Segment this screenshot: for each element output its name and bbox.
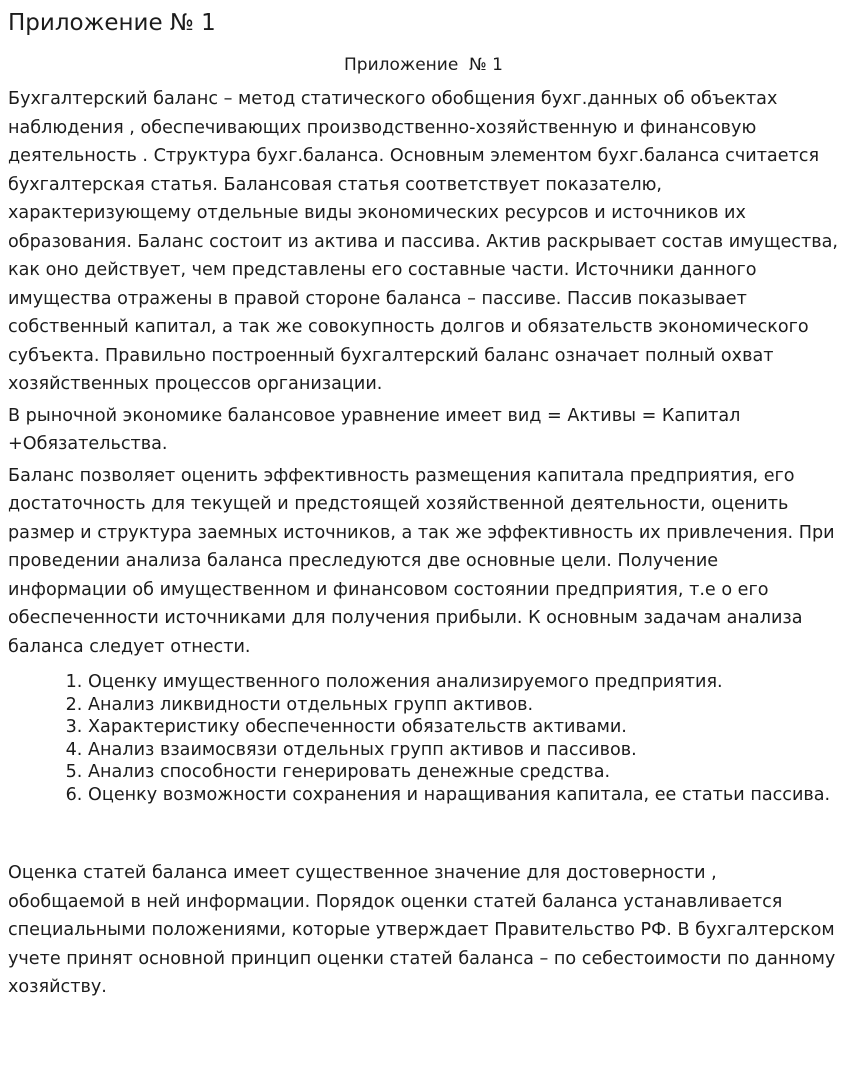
list-item: 2. Анализ ликвидности отдельных групп активов.	[88, 694, 839, 717]
appendix-title: Приложение № 1	[344, 55, 503, 75]
paragraph-balance-definition: Бухгалтерский баланс – метод статического обобщения бухг.данных об объектах наблюдения , обеспечивающих производственно-хозяйственную и финансовую деятельность . Структура бухг.баланса. Основным элементом бухг.баланса считается бухгалтерская статья. Балансовая статья соответствует показателю, характеризующему отдельные виды экономических ресурсов и источников их образования. Баланс состоит из актива и пассива. Актив раскрывает состав имущества, как оно действует, чем представлены его составные части. Источники данного имущества отражены в правой стороне баланса – пассиве. Пассив показывает собственный капитал, а так же совокупность долгов и обязательств экономического субъекта. Правильно построенный бухгалтерский баланс означает полный охват хозяйственных процессов организации.	[8, 89, 838, 394]
analysis-tasks-list	[8, 671, 839, 806]
spacer	[8, 806, 839, 859]
paragraph-balance-valuation: Оценка статей баланса имеет существенное значение для достоверности , обобщаемой в ней информации. Порядок оценки статей баланса устанавливается специальными положениями, которые утверждает Правительство РФ. В бухгалтерском учете принят основной принцип оценки статей баланса – по себестоимости по данному хозяйству.	[8, 863, 836, 997]
list-item: 5. Анализ способности генерировать денежные средства.	[88, 761, 839, 784]
list-item: 1. Оценку имущественного положения анализируемого предприятия.	[88, 671, 839, 694]
paragraph-balance-analysis: Баланс позволяет оценить эффективность размещения капитала предприятия, его достаточность для текущей и предстоящей хозяйственной деятельности, оценить размер и структура заемных источников, а так же эффективность их привлечения. При проведении анализа баланса преследуются две основные цели. Получение информации об имущественном и финансовом состоянии предприятия, т.е о его обеспеченности источниками для получения прибыли. К основным задачам анализа баланса следует отнести.	[8, 465, 835, 657]
page-heading: Приложение № 1	[8, 10, 216, 36]
paragraph-balance-equation: В рыночной экономике балансовое уравнение имеет вид = Активы = Капитал +Обязательства.	[8, 405, 741, 454]
list-item: 4. Анализ взаимосвязи отдельных групп активов и пассивов.	[88, 739, 839, 762]
list-item: 6. Оценку возможности сохранения и наращивания капитала, ее статьи пассива.	[88, 784, 839, 807]
list-item: 3. Характеристику обеспеченности обязательств активами.	[88, 716, 839, 739]
